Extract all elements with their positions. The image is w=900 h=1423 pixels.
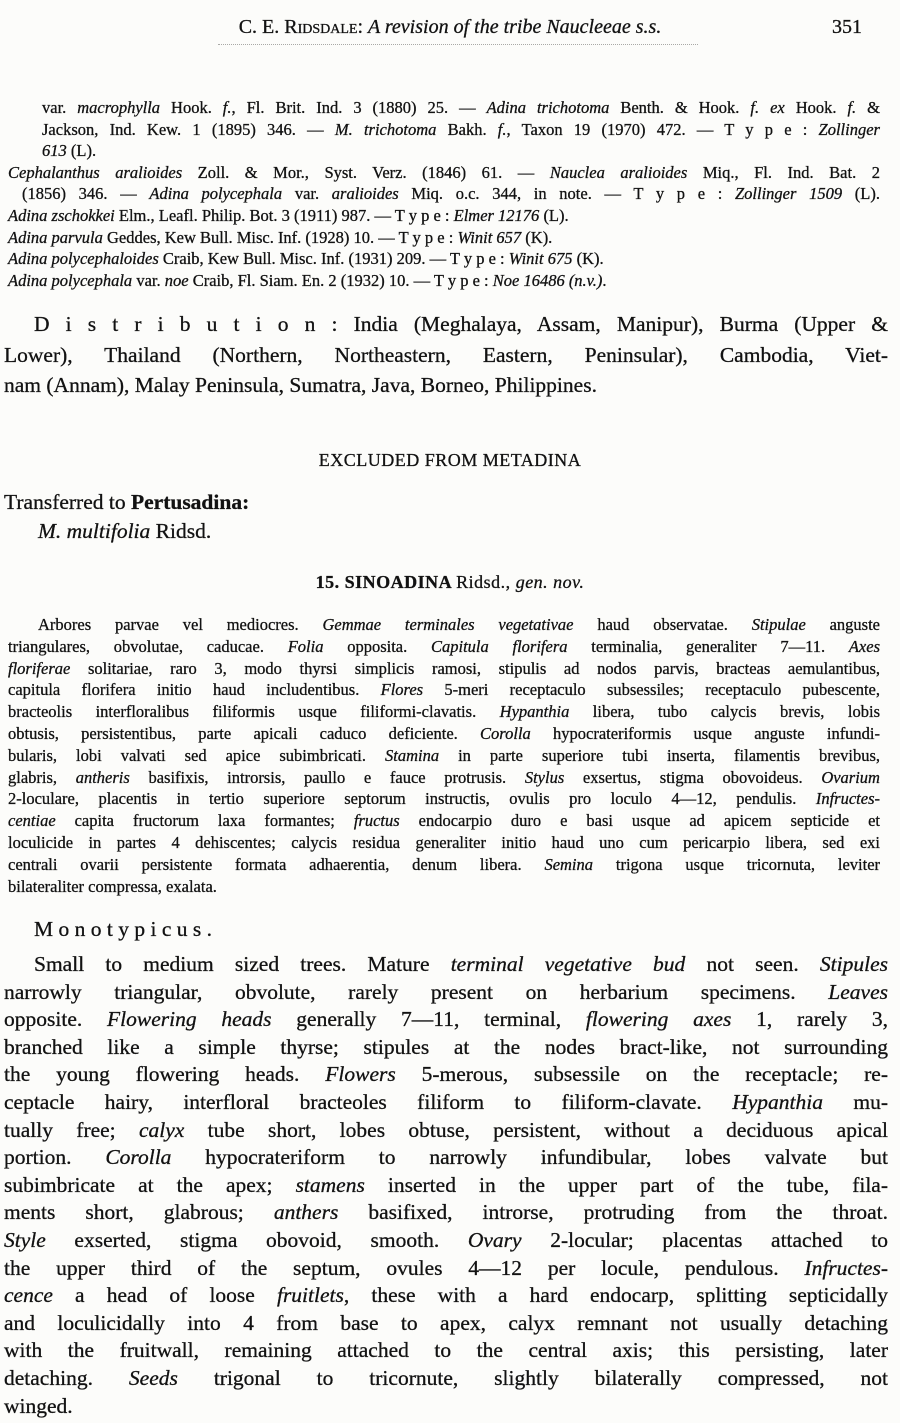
text-line xyxy=(8,183,880,205)
text-segment: subimbricate at the apex; xyxy=(4,1172,296,1197)
text-segment: Hook. xyxy=(171,98,223,117)
text-segment: tube short, lobes obtuse, persistent, without a deciduous apical xyxy=(207,1117,888,1142)
text-segment: Jackson, Ind. Kew. 1 (1895) 346. — xyxy=(42,119,335,139)
text-segment: Stamina xyxy=(385,745,459,765)
text-segment: fructus xyxy=(353,811,419,831)
text-segment: tually free; xyxy=(4,1117,139,1142)
text-segment: var. xyxy=(42,98,78,117)
text-segment: hypocrateriformis usque anguste infundi- xyxy=(553,723,881,743)
text-line xyxy=(8,723,880,745)
text-line xyxy=(8,227,880,249)
text-segment: Winit 657 xyxy=(457,227,526,247)
text-segment: Infructes- xyxy=(815,789,880,809)
text-segment: floriferae xyxy=(8,658,88,678)
text-segment: exserted, stigma obovoid, smooth. xyxy=(74,1227,468,1252)
text-segment: bularis, lobi valvati sed apice subimbricati. xyxy=(8,745,385,765)
text-segment: Hypanthia xyxy=(732,1089,854,1114)
text-segment: 2-loculare, placentis in tertio superiore septorum instructis, ovulis pro loculo 4—12, pendulis. xyxy=(8,789,816,809)
text-line xyxy=(4,1227,888,1255)
text-segment: calyx xyxy=(138,1117,208,1142)
text-segment: Benth. & Hook. xyxy=(620,98,751,117)
text-segment: f. xyxy=(847,98,868,117)
text-segment: glabris, xyxy=(8,767,76,787)
text-segment: fruitlets xyxy=(276,1283,344,1308)
text-segment: Cephalanthus aralioides xyxy=(8,162,198,182)
text-segment: Lower), Thailand (Northern, Northeastern, Eastern, Peninsular), Cambodia, Viet- xyxy=(4,342,888,367)
text-segment: Elm., Leafl. Philip. Bot. 3 (1911) 987. — T y p e : xyxy=(118,205,454,225)
distribution-paragraph xyxy=(4,309,888,401)
running-title xyxy=(0,16,900,39)
text-segment: trigonal to tricornute, slightly bilaterally compressed, not xyxy=(213,1365,889,1390)
text-segment: narrowly triangular, obvolute, rarely present on herbarium specimens. xyxy=(4,979,829,1004)
text-segment: bilateraliter compressa, exalata. xyxy=(8,876,217,896)
text-line xyxy=(4,1034,888,1062)
transferred-note xyxy=(4,488,888,546)
text-segment: haud observatae. xyxy=(597,615,752,634)
text-segment: terminal vegetative bud xyxy=(450,952,707,976)
page-header xyxy=(0,16,900,50)
text-segment: Arbores parvae vel mediocres. xyxy=(38,615,323,634)
text-line xyxy=(8,248,880,270)
text-segment: ments short, glabrous; xyxy=(4,1200,274,1225)
text-segment: centiae xyxy=(8,811,75,831)
text-segment: bracteolis interfloralibus filiformis usque filiformi-clavatis. xyxy=(8,702,500,722)
text-segment: Stipules xyxy=(819,952,888,976)
text-segment: cence xyxy=(4,1283,76,1308)
text-segment: & xyxy=(867,98,880,117)
text-segment: winged. xyxy=(4,1393,73,1418)
text-segment: in parte superiore tubi inserta, filamentis brevibus, xyxy=(458,745,880,765)
text-segment: Adina polycephala xyxy=(149,184,295,204)
text-segment: Seeds xyxy=(128,1365,214,1390)
text-segment: basifixed, introrse, protruding from the throat. xyxy=(368,1200,889,1225)
text-segment: aralioides xyxy=(331,184,412,204)
text-segment: opposita. xyxy=(347,636,431,656)
text-segment: (L). xyxy=(854,184,880,204)
text-segment: Bakh. xyxy=(447,119,498,139)
text-line xyxy=(4,488,888,517)
text-segment: Miq., Fl. Ind. Bat. 2 xyxy=(702,162,880,182)
text-line xyxy=(8,876,880,898)
text-segment: Noe 16486 (n.v.) xyxy=(492,270,603,290)
text-segment: ceptacle hairy, interfloral bracteoles filiform to filiform-clavate. xyxy=(4,1089,733,1114)
text-segment: Folia xyxy=(287,636,348,656)
text-segment: A revision of the tribe Naucleeae s.s. xyxy=(368,16,662,38)
text-line xyxy=(8,679,880,701)
text-line xyxy=(8,636,880,658)
text-segment: portion. xyxy=(4,1145,106,1170)
text-segment: Semina xyxy=(544,854,616,874)
text-segment: var. xyxy=(136,270,165,290)
text-line xyxy=(8,832,880,854)
text-segment: Winit 675 xyxy=(508,249,577,269)
text-segment: trigona usque tricornuta, leviter xyxy=(615,854,881,874)
text-segment: not seen. xyxy=(706,952,820,976)
text-segment: Infructes- xyxy=(804,1255,888,1280)
text-segment: obtusis, persistentibus, parte apicali caduco deficiente. xyxy=(8,723,481,743)
text-segment: exsertus, stigma obovoideus. xyxy=(582,767,822,787)
text-segment: (L). xyxy=(543,205,569,225)
text-segment: macrophylla xyxy=(77,98,172,117)
text-segment: capita fructorum laxa formantes; xyxy=(74,811,354,831)
text-segment: Pertusadina: xyxy=(130,490,250,514)
text-segment: , Taxon 19 (1970) 472. — T y p e : xyxy=(506,119,819,139)
text-segment: 5-meri receptaculo subsessiles; receptaculo pubescente, xyxy=(444,680,880,700)
text-segment: Corolla xyxy=(480,723,554,743)
text-segment: the upper third of the septum, ovules 4—12 per locule, pendulous. xyxy=(4,1255,805,1280)
text-segment: , these with a hard endocarp, splitting septicidally xyxy=(343,1283,889,1308)
text-segment: 5-merous, subsessile on the receptacle; re- xyxy=(421,1062,888,1087)
text-segment: Zollinger 1509 xyxy=(734,184,855,204)
text-segment: with the fruitwall, remaining attached to the central axis; this persisting, later xyxy=(4,1338,888,1363)
text-segment: antheris xyxy=(75,767,149,787)
text-line xyxy=(4,915,888,944)
text-segment: and loculicidally into 4 from base to apex, calyx remnant not usually detaching xyxy=(4,1310,888,1335)
text-segment: solitariae, raro 3, modo thyrsi simplicis ramosi, stipulis ad nodos parvis, bracteas aemulantibus, xyxy=(87,658,881,678)
text-segment: Adina parvula xyxy=(8,227,107,247)
text-segment: endocarpio duro e basi usque ad apicem septicide et xyxy=(418,811,880,831)
text-line xyxy=(4,1006,888,1034)
text-segment: Transferred to xyxy=(4,490,131,514)
text-segment: Hypanthia xyxy=(499,702,593,722)
text-line xyxy=(4,1144,888,1172)
text-segment: anthers xyxy=(273,1200,369,1225)
text-line xyxy=(4,1172,888,1200)
text-segment: generally 7—11, terminal, xyxy=(296,1007,586,1032)
text-line xyxy=(4,1393,888,1421)
page-number: 351 xyxy=(832,16,862,38)
monotypicus-note xyxy=(4,915,888,944)
text-line xyxy=(4,1117,888,1145)
text-line xyxy=(8,788,880,810)
text-segment: D i s t r i b u t i o n : India (Meghalaya, Assam, Manipur), Burma (Upper & xyxy=(34,312,888,336)
text-line xyxy=(4,1282,888,1310)
text-line xyxy=(4,979,888,1007)
text-segment: 15. SINOADINA xyxy=(315,572,457,592)
text-line xyxy=(8,854,880,876)
text-line xyxy=(8,658,880,680)
text-line xyxy=(4,1199,888,1227)
text-segment: Zollinger xyxy=(818,119,880,139)
text-segment: Stylus xyxy=(524,767,583,787)
text-segment: Stipulae xyxy=(751,615,830,634)
text-segment: . xyxy=(602,270,607,290)
text-line xyxy=(8,162,880,184)
text-segment: Ridsd., xyxy=(456,572,516,592)
text-segment: flowering axes xyxy=(585,1007,757,1032)
text-segment: detaching. xyxy=(4,1365,129,1390)
text-segment: var. xyxy=(294,184,332,204)
text-segment: 1, rarely 3, xyxy=(756,1007,889,1032)
text-segment: branched like a simple thyrse; stipules at the nodes bract-like, not surrounding xyxy=(4,1034,888,1059)
text-segment: terminalia, generaliter 7—11. xyxy=(591,636,849,656)
text-segment: 613 xyxy=(42,141,71,161)
text-line xyxy=(4,1089,888,1117)
text-segment: (K). xyxy=(576,249,604,269)
text-segment: Gemmae terminales vegetativae xyxy=(322,615,598,634)
text-line xyxy=(4,1255,888,1283)
text-segment: Flowers xyxy=(325,1062,422,1087)
text-segment: M o n o t y p i c u s . xyxy=(34,917,212,941)
text-segment: Miq. o.c. 344, in note. — T y p e : xyxy=(411,184,735,204)
text-segment: Leaves xyxy=(828,979,888,1004)
text-line xyxy=(4,1310,888,1338)
text-segment: capitula florifera initio haud includentibus. xyxy=(8,680,381,700)
text-segment: Nauclea aralioides xyxy=(549,162,703,182)
text-segment: Ovarium xyxy=(821,767,880,787)
text-segment: Corolla xyxy=(105,1145,206,1170)
text-line xyxy=(8,767,880,789)
text-line xyxy=(8,97,880,119)
text-line xyxy=(4,340,888,371)
text-segment: (L). xyxy=(70,141,97,161)
text-line xyxy=(8,140,880,162)
text-segment: Adina trichotoma xyxy=(486,98,621,117)
text-segment: (K). xyxy=(525,227,553,247)
text-segment: basifixis, introrsis, paullo e fauce protrusis. xyxy=(148,767,525,787)
text-segment: f. xyxy=(497,119,507,139)
text-segment: Elmer 12176 xyxy=(453,205,544,225)
text-line xyxy=(8,614,880,636)
text-line xyxy=(4,951,888,979)
text-segment: triangulares, obvolutae, caducae. xyxy=(8,636,288,656)
text-segment: loculicide in partes 4 dehiscentes; calycis residua generaliter initio haud uno cum pericarpio libera, sed exi xyxy=(8,832,880,852)
text-segment: hypocrateriform to narrowly infundibular, lobes valvate but xyxy=(205,1145,888,1170)
text-segment: M. trichotoma xyxy=(334,119,448,139)
synonymy-citations xyxy=(8,97,880,291)
text-line xyxy=(8,810,880,832)
text-segment: C. E. Ridsdale: xyxy=(238,16,369,38)
text-segment: Hook. xyxy=(795,98,848,117)
text-segment: Zoll. & Mor., Syst. Verz. (1846) 61. — xyxy=(197,162,550,182)
text-segment: Ridsd. xyxy=(155,519,212,543)
text-segment: Axes xyxy=(848,636,880,656)
text-segment: stamens xyxy=(295,1172,388,1197)
text-segment: 2-locular; placentas attached to xyxy=(550,1227,888,1252)
text-segment: Flores xyxy=(380,680,445,700)
text-line xyxy=(8,745,880,767)
text-segment: f. xyxy=(222,98,232,117)
text-segment: f. ex xyxy=(750,98,796,117)
text-segment: opposite. xyxy=(4,1007,107,1032)
text-segment: Adina polycephaloides xyxy=(8,249,163,269)
text-line xyxy=(4,1337,888,1365)
text-segment: gen. nov. xyxy=(515,572,585,592)
text-line xyxy=(4,1365,888,1393)
text-segment: Small to medium sized trees. Mature xyxy=(34,952,451,976)
excluded-heading: EXCLUDED FROM METADINA xyxy=(318,450,582,470)
text-segment: libera, tubo calycis brevis, lobis xyxy=(592,702,880,722)
text-segment: noe xyxy=(164,270,193,290)
text-segment: a head of loose xyxy=(75,1283,277,1308)
text-line xyxy=(8,270,880,292)
text-segment: Craib, Fl. Siam. En. 2 (1932) 10. — T y p e : xyxy=(192,270,493,290)
text-segment: mu- xyxy=(853,1089,888,1114)
text-segment: Capitula florifera xyxy=(431,636,592,656)
text-line xyxy=(8,119,880,141)
text-segment: the young flowering heads. xyxy=(4,1062,326,1087)
text-segment: nam (Annam), Malay Peninsula, Sumatra, Java, Borneo, Philippines. xyxy=(4,373,597,397)
text-line xyxy=(8,701,880,723)
text-segment: Adina zschokkei xyxy=(8,205,119,225)
latin-diagnosis xyxy=(8,614,880,897)
header-rule xyxy=(218,44,698,45)
text-line xyxy=(4,1061,888,1089)
text-segment: , Fl. Brit. Ind. 3 (1880) 25. — xyxy=(231,98,487,117)
text-segment: Style xyxy=(4,1227,75,1252)
text-line xyxy=(4,309,888,340)
text-segment: Adina polycephala xyxy=(8,270,137,290)
text-segment: M. multifolia xyxy=(38,519,156,543)
text-segment: Geddes, Kew Bull. Misc. Inf. (1928) 10. — T y p e : xyxy=(107,227,458,247)
text-segment: Flowering heads xyxy=(107,1007,297,1032)
text-segment: (1856) 346. — xyxy=(22,184,150,204)
genus-heading xyxy=(0,572,900,593)
text-line xyxy=(8,205,880,227)
text-segment: centrali ovarii persistente formata adhaerentia, denum libera. xyxy=(8,854,545,874)
text-line xyxy=(4,517,888,546)
text-line xyxy=(4,370,888,401)
text-segment: Craib, Kew Bull. Misc. Inf. (1931) 209. — T y p e : xyxy=(162,249,509,269)
english-description xyxy=(4,951,888,1420)
text-segment: anguste xyxy=(829,615,880,634)
text-segment: Ovary xyxy=(467,1227,551,1252)
text-segment: inserted in the upper part of the tube, fila- xyxy=(387,1172,889,1197)
